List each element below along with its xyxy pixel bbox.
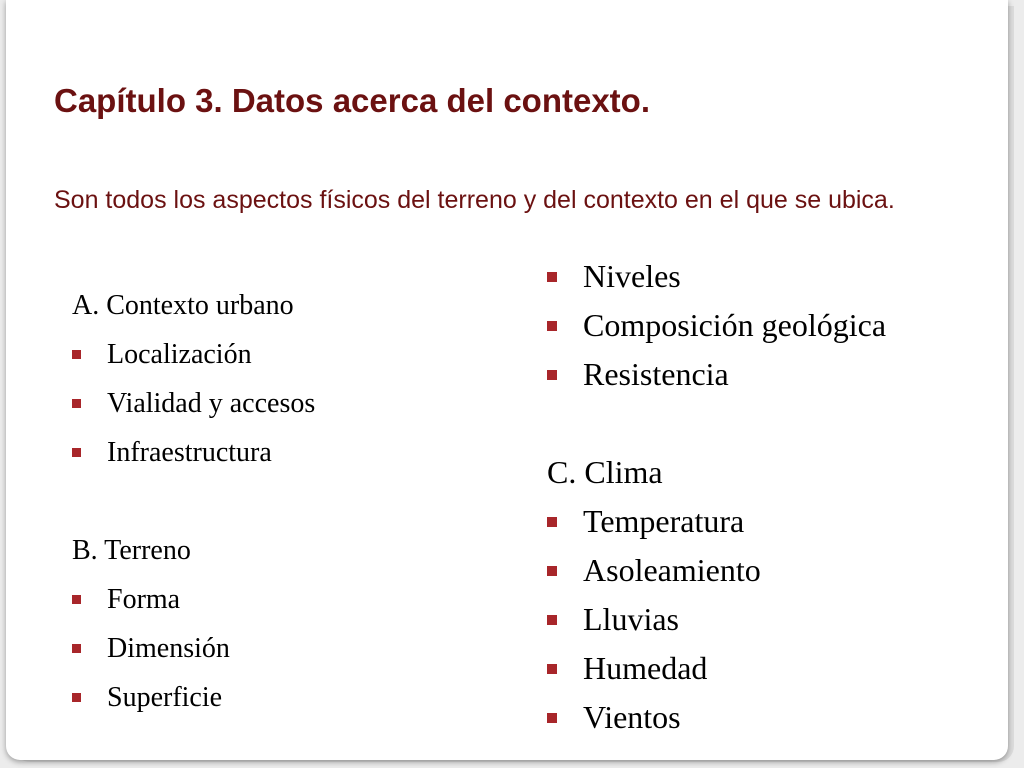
list-item-label: Composición geológica xyxy=(583,307,887,343)
list-item xyxy=(547,644,886,693)
list-item-label: Lluvias xyxy=(583,601,679,637)
square-bullet-icon xyxy=(72,595,81,604)
list-item-label: Superficie xyxy=(107,681,223,713)
square-bullet-icon xyxy=(547,321,557,331)
square-bullet-icon xyxy=(547,615,557,625)
list-item xyxy=(72,428,315,477)
square-bullet-icon xyxy=(547,664,557,674)
square-bullet-icon xyxy=(547,370,557,380)
list-item xyxy=(547,252,886,301)
square-bullet-icon xyxy=(72,693,81,702)
list-item xyxy=(72,673,315,722)
section-c-heading xyxy=(547,448,886,497)
list-item-label: Temperatura xyxy=(583,503,745,539)
square-bullet-icon xyxy=(547,566,557,576)
square-bullet-icon xyxy=(72,399,81,408)
list-item xyxy=(547,595,886,644)
list-item xyxy=(547,497,886,546)
list-item-label: Dimensión xyxy=(107,632,230,664)
section-b-heading-text: B. Terreno xyxy=(72,534,191,566)
slide-subtitle: Son todos los aspectos físicos del terreno y del contexto en el que se ubica. xyxy=(54,186,895,214)
list-item-label: Niveles xyxy=(583,258,681,294)
list-item-label: Asoleamiento xyxy=(583,552,761,588)
list-item-label: Vientos xyxy=(583,699,681,735)
list-item xyxy=(547,546,886,595)
section-c-heading-text: C. Clima xyxy=(547,454,663,490)
slide-title: Capítulo 3. Datos acerca del contexto. xyxy=(54,82,650,119)
section-a-heading xyxy=(72,281,315,330)
list-item-label: Localización xyxy=(107,338,252,370)
list-item xyxy=(72,575,315,624)
square-bullet-icon xyxy=(72,448,81,457)
section-b-heading xyxy=(72,526,315,575)
left-column xyxy=(72,281,315,722)
square-bullet-icon xyxy=(72,644,81,653)
list-item xyxy=(547,693,886,742)
list-item-label: Humedad xyxy=(583,650,708,686)
list-item-label: Vialidad y accesos xyxy=(107,387,316,419)
spacer xyxy=(72,477,315,526)
list-item-label: Infraestructura xyxy=(107,436,272,468)
list-item xyxy=(72,330,315,379)
spacer xyxy=(547,399,886,448)
square-bullet-icon xyxy=(547,713,557,723)
list-item xyxy=(547,301,886,350)
list-item xyxy=(547,350,886,399)
square-bullet-icon xyxy=(72,350,81,359)
square-bullet-icon xyxy=(547,517,557,527)
section-a-heading-text: A. Contexto urbano xyxy=(72,289,294,321)
slide-page xyxy=(6,0,1008,760)
list-item-label: Resistencia xyxy=(583,356,729,392)
list-item-label: Forma xyxy=(107,583,181,615)
list-item xyxy=(72,624,315,673)
square-bullet-icon xyxy=(547,272,557,282)
right-column xyxy=(547,252,886,742)
list-item xyxy=(72,379,315,428)
